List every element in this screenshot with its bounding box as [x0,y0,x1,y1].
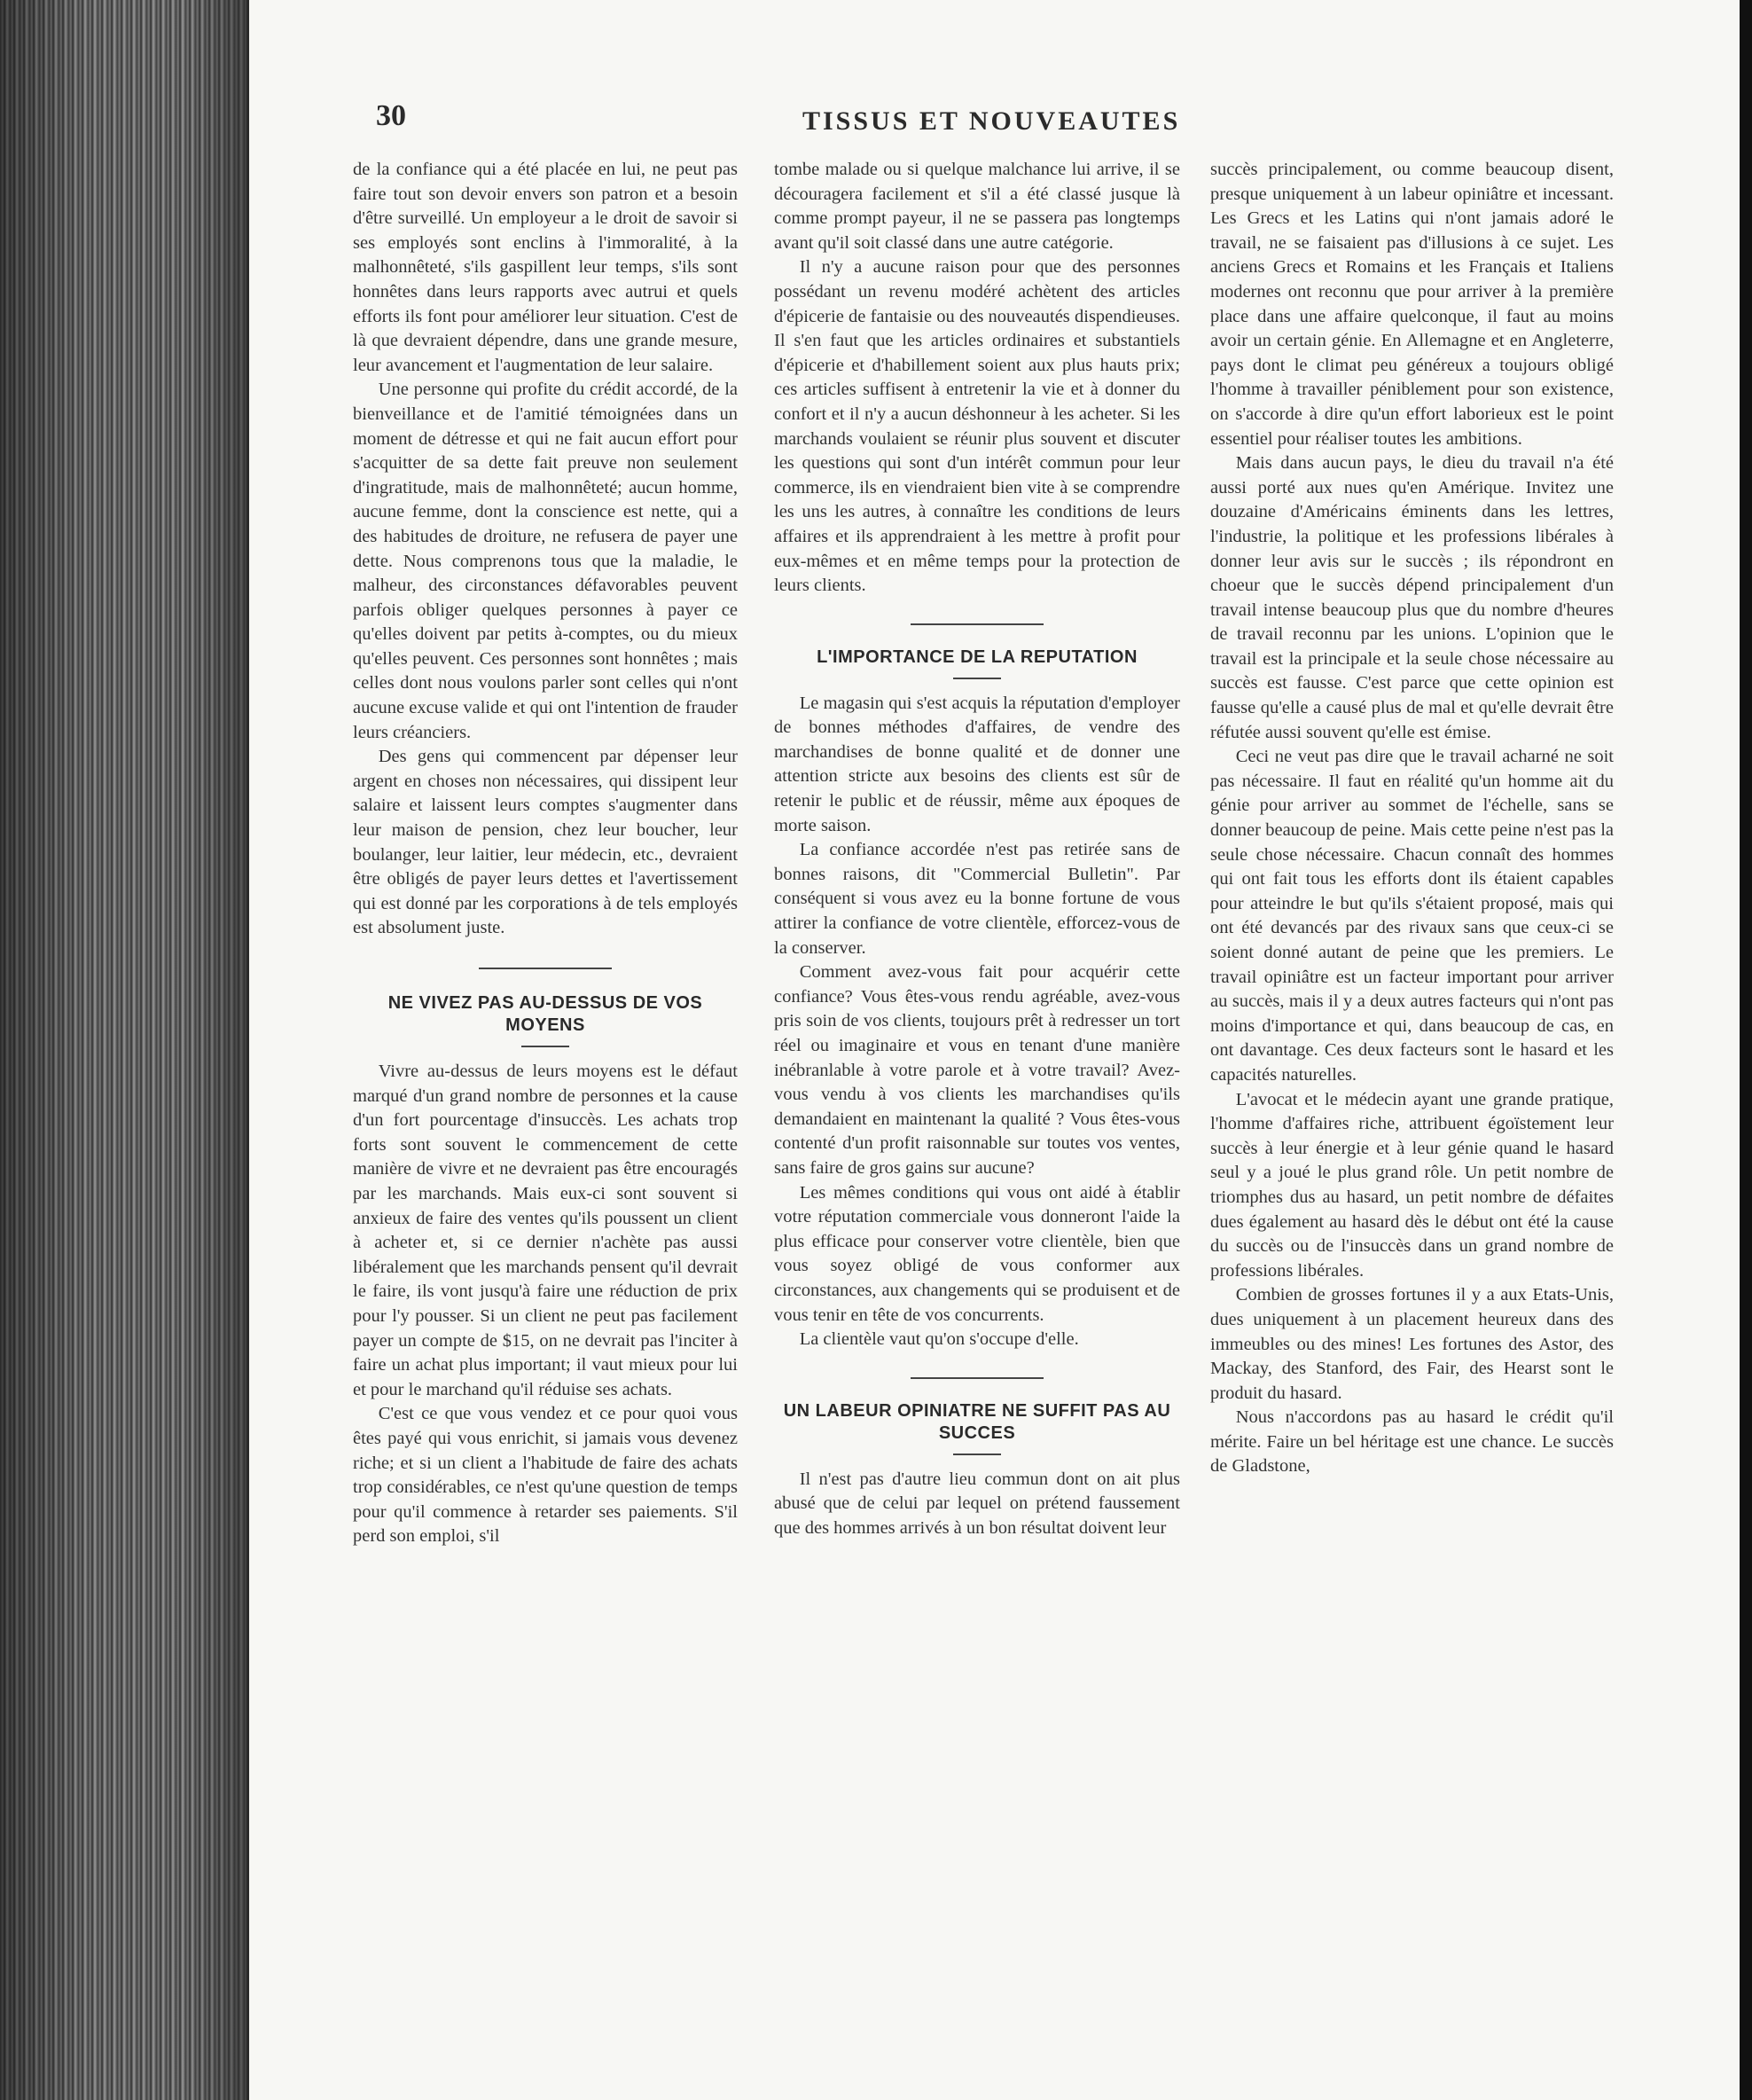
section-divider [911,623,1044,625]
col2-paragraph-4: La confiance accordée n'est pas retirée sans de bonnes raisons, dit "Commercial Bulletin". Par conséquent si vous avez eu la bonne fortune de vous attirer la confiance de votre clientèle, efforcez-vous de la conserver. [774,840,1180,958]
col2-paragraph-1: tombe malade ou si quelque malchance lui arrive, il se découragera facilement et s'il a été classé jusque là comme prompt payeur, il ne se passera pas longtemps avant qu'il soit classé dans une autre catégorie. [774,160,1180,253]
col1-paragraph-1: de la confiance qui a été placée en lui, ne peut pas faire tout son devoir envers son patron et a besoin d'être surveillé. Un employeur a le droit de savoir si ses employés sont enclins à l'immoralité, à la malhonnêteté, s'ils gaspillent leur temps, s'ils sont honnêtes dans leurs rapports avec autrui et quels efforts ils font pour améliorer leur situation. C'est de là que devraient dépendre, dans une grande mesure, leur avancement et l'augmentation de leur salaire. [353,160,738,375]
heading-underline [953,1454,1001,1455]
col3-paragraph-2: Mais dans aucun pays, le dieu du travail n'a été aussi porté aux nues qu'en Amérique. Invitez une douzaine d'Américains éminents dans les lettres, l'industrie, la politique et les professions libérales à donner leur avis sur le succès ; ils répondront en choeur que le succès dépend principalement d'un travail intense beaucoup plus que du nombre d'heures de travail reconnu par les unions. L'opinion que le travail est la principale et la seule chose nécessaire au succès est fausse. C'est parce que cette opinion est fausse qu'elle a causé plus de mal et qu'elle devrait être réfutée aussi souvent qu'elle est émise. [1210,453,1614,742]
col3-paragraph-5: Combien de grosses fortunes il y a aux Etats-Unis, dues uniquement à un placement heureux dans des immeubles ou des mines! Les fortunes des Astor, des Mackay, des Stanford, des Fair, des Hearst sont le produit du hasard. [1210,1285,1614,1403]
running-title: TISSUS ET NOUVEAUTES [802,106,1181,136]
col1-paragraph-2: Une personne qui profite du crédit accordé, de la bienveillance et de l'amitié témoignées dans un moment de détresse et qui ne fait aucun effort pour s'acquitter de sa dette fait preuve non seulement d'ingratitude, mais de malhonnêteté; aucun homme, aucune femme, dont la conscience est nette, qui a des habitudes de droiture, ne refusera de payer une dette. Nous comprenons tous que la maladie, le malheur, des circonstances défavorables peuvent parfois obliger quelques personnes à payer ce qu'elles doivent par petits à-comptes, ou du mieux qu'elles peuvent. Ces personnes sont honnêtes ; mais celles dont nous voulons parler sont celles qui n'ont aucune excuse valide et qui ont l'intention de frauder leurs créanciers. [353,380,738,742]
book-page-edges [0,0,248,2100]
col2-paragraph-8: Il n'est pas d'autre lieu commun dont on ait plus abusé que de celui par lequel on prétend faussement que des hommes arrivés à un bon résultat doivent leur [774,1469,1180,1538]
heading-underline [953,678,1001,679]
heading-underline [521,1046,569,1047]
col2-paragraph-2: Il n'y a aucune raison pour que des personnes possédant un revenu modéré achètent des articles d'épicerie de fantaisie ou des nouveautés dispendieuses. Il s'en faut que les articles ordinaires et substantiels d'épicerie et d'habillement soient aux plus hauts prix; ces articles suffisent à entretenir la vie et à donner du confort et il n'y a aucun déshonneur à les acheter. Si les marchands voulaient se réunir plus souvent et discuter les questions qui sont d'un intérêt commun pour leur commerce, ils en viendraient bien vite à se comprendre les uns les autres, à connaître les conditions de leurs affaires et ils apprendraient à les mettre à profit pour eux-mêmes et en même temps pour la protection de leurs clients. [774,257,1180,596]
col3-paragraph-4: L'avocat et le médecin ayant une grande pratique, l'homme d'affaires riche, attribuent égoïstement leur succès à leur énergie et à leur génie quand le hasard seul y a joué le plus grand rôle. Un petit nombre de triomphes dus au hasard, un petit nombre de défaites dues également au hasard dès le début ont été la cause du succès ou de l'insuccès dans un grand nombre de professions libérales. [1210,1089,1614,1281]
page-number: 30 [376,99,406,132]
col2-paragraph-7: La clientèle vaut qu'on s'occupe d'elle. [799,1329,1079,1350]
col2-paragraph-3: Le magasin qui s'est acquis la réputation d'employer de bonnes méthodes d'affaires, de vendre des marchandises de bonne qualité et de donner une attention stricte aux besoins des clients est sûr de retenir le public et de réussir, même aux époques de morte saison. [774,693,1180,835]
col2-paragraph-6: Les mêmes conditions qui vous ont aidé à établir votre réputation commerciale vous donneront l'aide la plus efficace pour conserver votre clientèle, bien que vous soyez obligé de vous conformer aux circonstances, aux changements qui se produisent et de vous tenir en tête de vos concurrents. [774,1182,1180,1325]
column-3 [1210,158,1614,1479]
col3-paragraph-3: Ceci ne veut pas dire que le travail acharné ne soit pas nécessaire. Il faut en réalité qu'un homme ait du génie pour arriver au sommet de l'échelle, sans se donner beaucoup de peine. Mais cette peine n'est pas la seule chose nécessaire. Chacun connaît des hommes qui ont fait tous les efforts dont ils étaient capables pour atteindre le but qu'ils s'étaient proposé, mais qui ont été devancés par des rivaux sans que ceux-ci se soient donné autant de peine que les premiers. Le travail opiniâtre est un facteur important pour arriver au succès, mais il y a deux autres facteurs qui n'ont pas moins d'importance et qui, dans beaucoup de cas, en ont davantage. Ces deux facteurs sont le hasard et les capacités naturelles. [1210,747,1614,1085]
section-divider [479,968,612,969]
col3-paragraph-6: Nous n'accordons pas au hasard le crédit qu'il mérite. Faire un bel héritage est une chance. Le succès de Gladstone, [1210,1407,1614,1477]
col3-paragraph-1: succès principalement, ou comme beaucoup disent, presque uniquement à un labeur opiniâtre et incessant. Les Grecs et les Latins qui n'ont jamais adoré le travail, ne se faisaient pas d'illusions à ce sujet. Les anciens Grecs et Romains et les Français et Italiens modernes ont reconnu que pour arriver à la première place dans une affaire quelconque, il faut au moins avoir un certain génie. En Allemagne et en Angleterre, pays dont le climat peu généreux a toujours obligé l'homme à travailler péniblement pour son existence, on s'accorde à dire qu'un effort laborieux est le point essentiel pour réaliser toutes les ambitions. [1210,160,1614,449]
col1-paragraph-5: C'est ce que vous vendez et ce pour quoi vous êtes payé qui vous enrichit, si jamais vous devenez riche; et si un client a l'habitude de faire des achats trop considérables, ce n'est qu'une question de temps pour qu'il commence à retarder ses paiements. S'il perd son emploi, s'il [353,1404,738,1547]
column-2 [774,158,1180,1541]
col2-paragraph-5: Comment avez-vous fait pour acquérir cette confiance? Vous êtes-vous rendu agréable, avez-vous pris soin de vos clients, toujours prêt à redresser un tort réel ou imaginaire et vous en tenant d'une manière inébranlable à votre parole et à votre travail? Avez-vous vendu à vos clients les marchandises qu'ils demandaient en maintenant la qualité ? Vous êtes-vous contenté d'un profit raisonnable sur toutes vos ventes, sans faire de gros gains sur aucune? [774,962,1180,1178]
heading-importance-reputation: L'IMPORTANCE DE LA REPUTATION [817,646,1138,667]
col1-paragraph-4: Vivre au-dessus de leurs moyens est le défaut marqué d'un grand nombre de personnes et la cause d'un fort pourcentage d'insuccès. Les achats trop forts sont souvent le commencement de cette manière de vivre et ne devraient pas être encouragés par les marchands. Mais eux-ci sont souvent si anxieux de faire des ventes qu'ils poussent un client à acheter et, si ce dernier n'achète pas aussi libéralement que les marchands pensent qu'il devrait le faire, ils vont jusqu'à faire une réduction de prix pour l'y pousser. Si un client ne peut pas facilement payer un compte de $15, on ne devrait pas l'inciter à faire un achat plus important; il vaut mieux pour lui et pour le marchand qu'il réduise ses achats. [353,1062,738,1399]
column-1 [353,158,738,1549]
col1-paragraph-3: Des gens qui commencent par dépenser leur argent en choses non nécessaires, qui dissipent leur salaire et laissent leurs comptes s'augmenter dans leur maison de pension, chez leur boucher, leur boulanger, leur laitier, leur médecin, etc., devraient être obligés de payer leurs dettes et l'avertissement qui est donné par les corporations à de tels employés est absolument juste. [353,747,738,938]
section-divider [911,1377,1044,1379]
heading-ne-vivez-pas: NE VIVEZ PAS AU-DESSUS DE VOS MOYENS [387,993,703,1035]
heading-labeur-opiniatre: UN LABEUR OPINIATRE NE SUFFIT PAS AU SUCCES [783,1400,1171,1443]
